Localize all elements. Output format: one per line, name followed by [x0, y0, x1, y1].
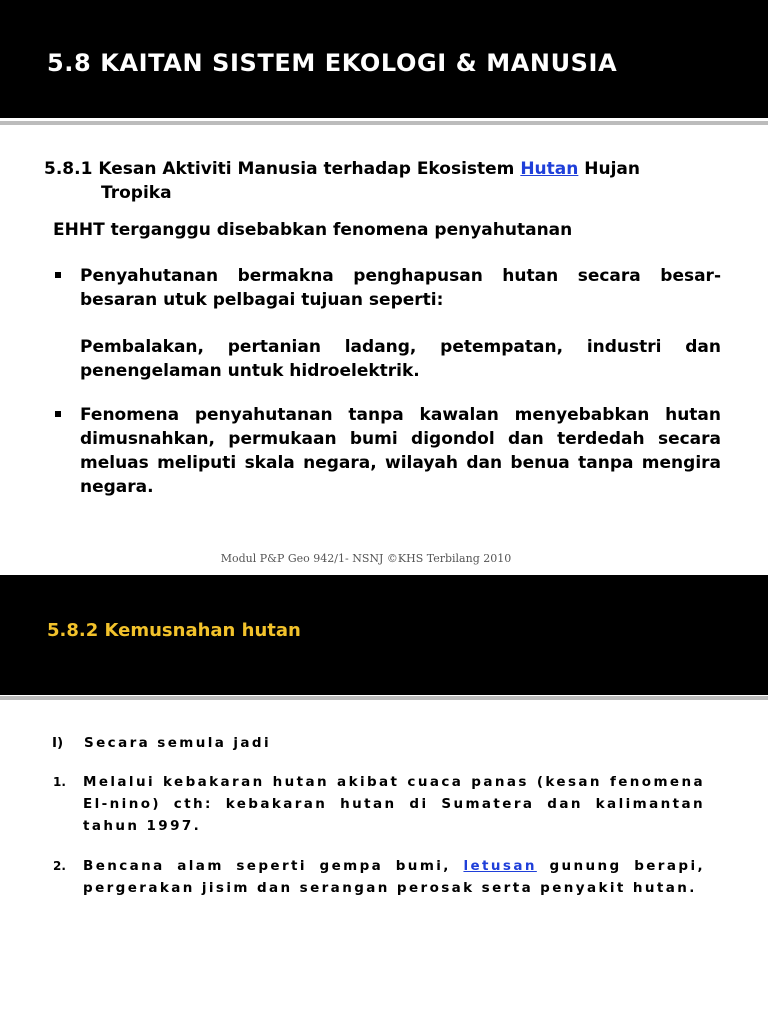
title-separator	[0, 121, 768, 125]
hutan-link[interactable]: Hutan	[520, 159, 579, 179]
list-item-2-text-before: Bencana alam seperti gempa bumi,	[83, 858, 451, 874]
section-heading-text-after: Hujan	[584, 159, 640, 179]
section-label-number: I)	[52, 735, 64, 751]
slide-footer: Modul P&P Geo 942/1- NSNJ ©KHS Terbilang 2010	[220, 552, 512, 565]
section-label	[52, 735, 271, 751]
slide-title: 5.8 KAITAN SISTEM EKOLOGI & MANUSIA	[47, 49, 618, 77]
bullet-1-text: Penyahutanan bermakna penghapusan hutan secara besar-besaran utuk pelbagai tujuan seperti:	[80, 266, 721, 310]
title-separator	[0, 696, 768, 700]
list-item-1-text: Melalui kebakaran hutan akibat cuaca panas (kesan fenomena El-nino) cth: kebakaran hutan di Sumatera dan kalimantan tahun 1997.	[83, 774, 705, 834]
bullet-1-subtext: Pembalakan, pertanian ladang, petempatan, industri dan penengelaman untuk hidroelektrik.	[80, 337, 721, 381]
slide-title: 5.8.2 Kemusnahan hutan	[47, 620, 301, 641]
title-bar	[0, 575, 768, 695]
letusan-link[interactable]: letusan	[463, 858, 537, 874]
section-heading	[44, 157, 734, 205]
bullet-2-text: Fenomena penyahutanan tanpa kawalan menyebabkan hutan dimusnahkan, permukaan bumi digondol dan terdedah secara meluas meliputi skala negara, wilayah dan benua tanpa mengira negara.	[80, 405, 721, 497]
list-number: 1.	[53, 775, 66, 789]
list-number: 2.	[53, 859, 66, 873]
lead-statement: EHHT terganggu disebabkan fenomena penyahutanan	[53, 220, 573, 240]
slide-2	[0, 575, 768, 1024]
bullet-square-icon	[55, 411, 61, 417]
section-label-text: Secara semula jadi	[84, 735, 271, 751]
section-heading-text: Kesan Aktiviti Manusia terhadap Ekosistem	[98, 159, 515, 179]
bullet-square-icon	[55, 272, 61, 278]
list-item-2-text-after: gunung berapi, pergerakan jisim dan serangan perosak serta penyakit hutan.	[83, 858, 705, 896]
section-number: 5.8.1	[44, 159, 93, 179]
title-bar	[0, 0, 768, 118]
list-item-2-text	[83, 855, 705, 899]
section-heading-line2: Tropika	[101, 183, 172, 203]
